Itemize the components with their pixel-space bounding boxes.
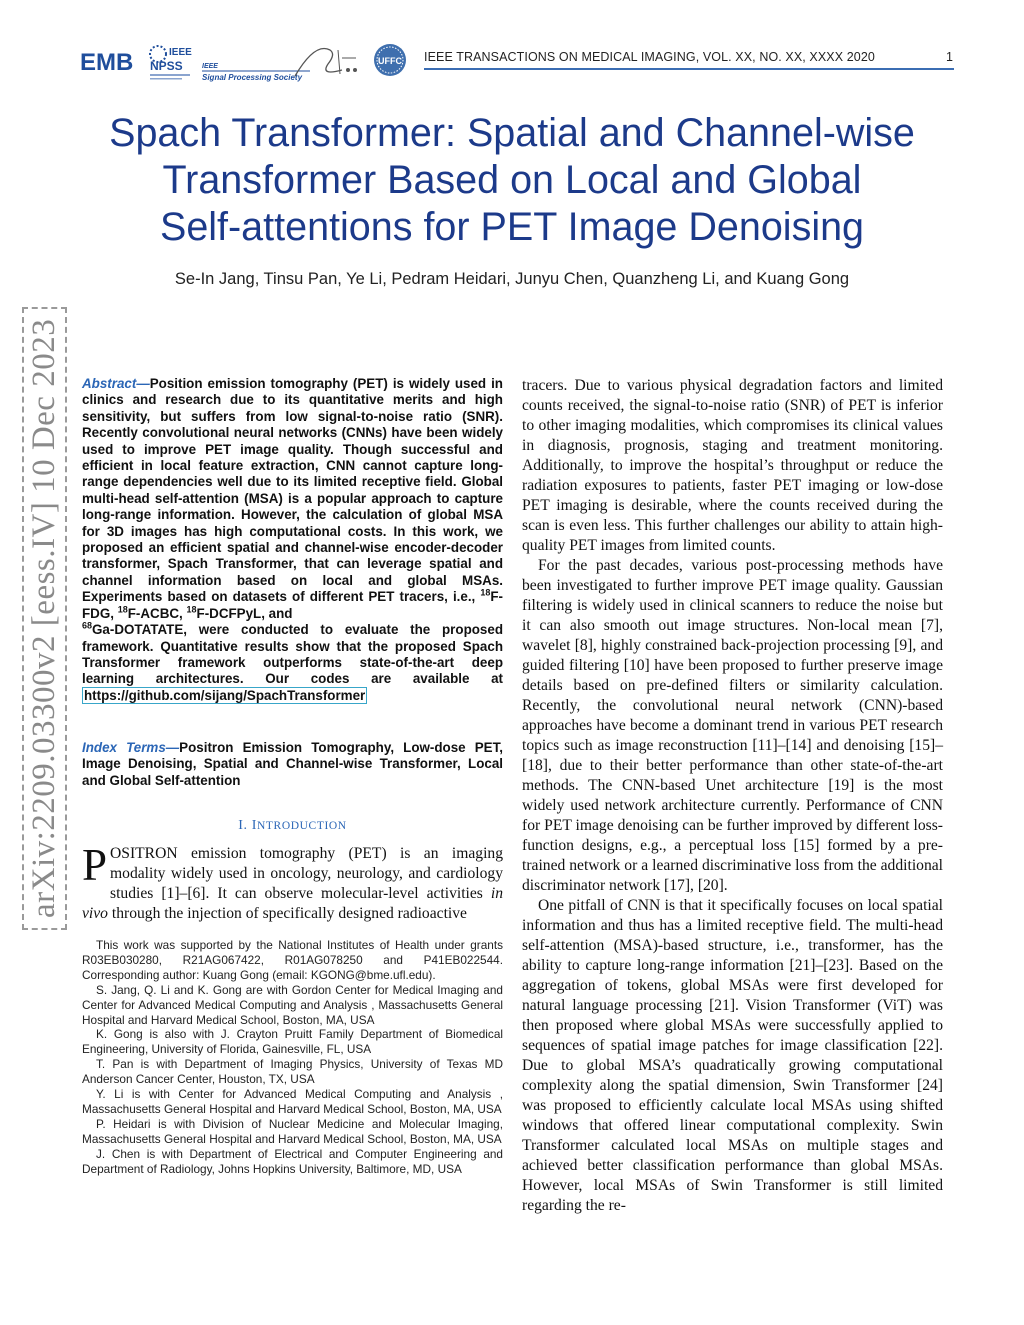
abstract-text: Position emission tomography (PET) is widely used in clinics and research due to its quantitative merits and high sensitivity, but suffers from low signal-to-noise ratio (SNR). Recently convolutional neural networks (CNNs) have been widely used to improve PET image quality. Though successful and efficient in local feature extraction, CNN cannot capture long-range dependencies well due to its limited receptive field. Global multi-head self-attention (MSA) is a popular approach to capture long-range information. However, the calculation of global MSA for 3D images has high computational costs. In this work, we proposed an efficient spatial and channel-wise encoder-decoder transformer, Spach Transformer, that can leverage spatial and channel information based on local and global MSAs. Experiments based on datasets of different PET tracers, i.e., [82,376,503,605]
emb-logo-text: EMB [80,49,134,76]
right-column-body [522,376,943,1216]
title-line: Spach Transformer: Spatial and Channel-wise [109,111,915,155]
index-terms-label: Index Terms [82,740,166,755]
section-numeral: I. [238,818,252,833]
sps-ieee-text: IEEE [202,63,218,70]
heading-small-caps: NTRODUCTION [257,820,347,832]
body-paragraph: For the past decades, various post-processing methods have been investigated to further improve PET image quality. Gaussian filtering is widely used in clinical scanners to reduce the noise but it can also smooth out image structures. Non-local mean [7], wavelet [8], highly constrained back-projection processing [9], and guided filtering [10] have been proposed to further preserve image details based on pre-defined filters or similarity calculation. Recently, the convolutional neural network (CNN)-based approaches have become a dominant trend in various PET research topics such as image reconstruction [11]–[14] and denoising [15]–[18], due to their better performance than other state-of-the-art methods. The CNN-based Unet architecture [19] is the most widely used network architecture currently. Performance of CNN for PET image denoising can be further improved by different loss-function designs, e.g., a perceptual loss [15] formed by a pre-trained network or a learned discriminative loss from the additional discriminator network [17], [20]. [522,557,943,894]
footnotes [82,938,503,1177]
sps-logo-text: Signal Processing Society [202,73,303,82]
isotope-superscript: 68 [82,620,93,631]
footnote-affiliation: J. Chen is with Department of Electrical and Computer Engineering and Department of Radiology, Johns Hopkins University, Baltimore, MD, USA [82,1146,503,1176]
footnote-affiliation: K. Gong is also with J. Crayton Pruitt Family Department of Biomedical Engineering, University of Florida, Gainesville, FL, USA [82,1027,503,1057]
heading-initial: I [251,818,258,833]
tracer-fdg: F-FDG, [82,589,503,621]
footnote-affiliation: Y. Li is with Center for Advanced Medical Computing and Analysis , Massachusetts General Hospital and Harvard Medical School, Boston, MA, USA [82,1087,503,1116]
isotope-superscript: 18 [117,604,128,615]
journal-header: IEEE TRANSACTIONS ON MEDICAL IMAGING, VOL. XX, NO. XX, XXXX 2020 [424,50,875,64]
section-heading-introduction [82,818,503,834]
body-paragraph: tracers. Due to various physical degradation factors and limited counts received, the signal-to-noise ratio (SNR) of PET is inferior to other imaging modalities, which compromises its clinical values in diagnosis, prognosis, staging and treatment monitoring. Additionally, to improve the hospital’s throughput or reduce the radiation exposures to patients, faster PET imaging or low-dose PET imaging is desirable, where the counts received during the scan is even less. This further challenges our ability to attain high-quality PET images from limited counts. [522,377,943,554]
sps-logo [202,48,357,82]
abstract-label: Abstract [82,376,137,391]
abstract [82,376,503,704]
uffc-logo-text: UFFC [378,56,402,66]
tracer-dcfpyl: F-DCFPyL, and [196,605,293,621]
code-link[interactable]: https://github.com/sijang/SpachTransformer [84,687,366,703]
ieee-logo-text: IEEE [169,47,192,58]
arxiv-stamp: arXiv:2209.03300v2 [eess.IV] 10 Dec 2023 [22,307,67,930]
emb-logo [80,49,133,76]
abstract-dash: — [136,376,150,391]
isotope-superscript: 18 [186,604,197,615]
footnote-affiliation: P. Heidari is with Division of Nuclear Medicine and Molecular Imaging, Massachusetts General Hospital and Harvard Medical School, Boston, MA, USA [82,1116,503,1146]
page-number: 1 [946,50,953,64]
drop-cap: P [82,840,108,890]
footnote-affiliation: S. Jang, Q. Li and K. Gong are with Gordon Center for Medical Imaging and Center for Advanced Medical Computing and Analysis , Massachusetts General Hospital and Harvard Medical School, Boston, MA, USA [82,982,503,1027]
title-line: Self-attentions for PET Image Denoising [159,205,865,249]
header-rule [424,68,954,70]
paper-title [60,110,964,251]
footnote-affiliation: T. Pan is with Department of Imaging Physics, University of Texas MD Anderson Cancer Center, Houston, TX, USA [82,1057,503,1087]
intro-italic: in vivo [82,885,503,922]
body-paragraph: One pitfall of CNN is that it specifically focuses on local spatial information and thus has a limited receptive field. The multi-head self-attention (MSA)-based structure, i.e., transformer, has the ability to capture long-range information [21]–[23]. Based on the aggregation of tokens, global MSAs were first developed for natural language processing [21]. Vision Transformer (ViT) was then proposed where global MSAs were successfully applied to sequences of spatial image patches for image classification [22]. Due to global MSA’s quadratically growing computational complexity along the spatial dimension, Swin Transformer [24] was proposed to efficiently calculate local MSAs using shifted windows that offered linear computational complexity. Swin Transformer calculated local MSAs on multiple stages and achieved better classification performance than global MSAs. However, local MSAs of Swin Transformer is still limited regarding the re- [522,897,943,1214]
npss-logo-text: NPSS [150,59,183,73]
uffc-logo [374,44,406,76]
index-terms-dash: — [165,740,180,755]
index-terms-text: Positron Emission Tomography, Low-dose PET, Image Denoising, Spatial and Channel-wise Transformer, Local and Global Self-attention [82,740,504,788]
title-line: Transformer Based on Local and Global [162,158,862,202]
tracer-acbc: F-ACBC, [127,605,187,621]
footnote-funding: This work was supported by the National Institutes of Health under grants R03EB030280, R21AG067422, R01AG078250 and P41EB022544. Corresponding author: Kuang Gong (email: KGONG@bme.ufl.edu). [82,938,503,982]
introduction-paragraph [82,840,503,924]
author-list: Se-In Jang, Tinsu Pan, Ye Li, Pedram Heidari, Junyu Chen, Quanzheng Li, and Kuang Gong [174,270,850,288]
intro-text: OSITRON emission tomography (PET) is an imaging modality widely used in oncology, neurology, and cardiology studies [1]–[6]. It can observe molecular-level activities [110,845,503,902]
intro-text-continued: through the injection of specifically designed radioactive [107,905,467,922]
abstract-text-continued: Ga-DOTATATE, were conducted to evaluate the proposed framework. Quantitative results show that the proposed Spach Transformer framework outperforms state-of-the-art deep learning architectures. Our codes are available at [82,622,503,687]
index-terms [82,740,503,789]
society-logos [80,40,420,84]
ieee-npss-logo [150,46,192,80]
isotope-superscript: 18 [480,587,491,598]
